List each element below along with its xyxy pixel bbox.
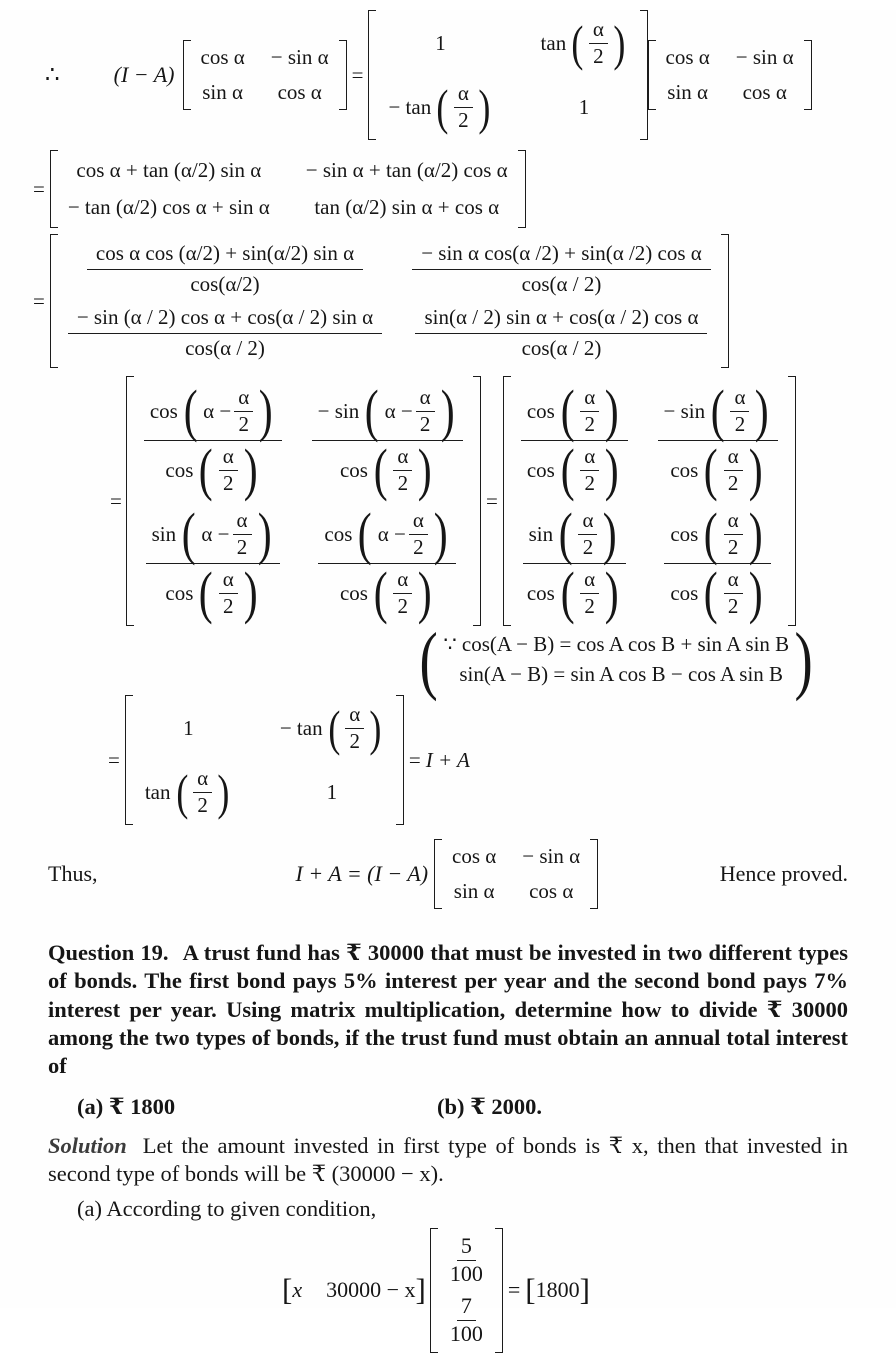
fraction-numerator: α: [193, 767, 212, 793]
function-name: cos: [339, 580, 368, 605]
fraction-alpha-2: [578, 509, 597, 559]
matrix-cell-fraction: [446, 1294, 487, 1346]
expr-I-minus-A: (I − A): [113, 62, 175, 88]
matrix-cell: cos α: [665, 45, 710, 70]
equation-line-6: [108, 695, 896, 825]
fraction-numerator: α: [219, 445, 238, 471]
equation-line-2: [33, 150, 896, 228]
question-paragraph: [48, 939, 848, 1080]
fraction-alpha-2: [580, 386, 599, 436]
equals-sign: =: [507, 1277, 521, 1303]
matrix-body: [438, 1228, 495, 1353]
fraction-numerator: α: [219, 568, 238, 594]
question-options: [77, 1094, 896, 1120]
matrix-cell: tan (α/2) sin α + cos α: [314, 195, 500, 220]
fraction-numerator: sin(α / 2) sin α + cos(α / 2) cos α: [415, 306, 707, 334]
column-matrix: [430, 1228, 503, 1353]
matrix-cell: 1: [578, 94, 590, 119]
fraction-numerator: cos ( α − $\frac{\alpha}{2}$ ): [318, 507, 456, 564]
bracket-right: ]: [415, 1272, 426, 1308]
function-name: cos: [670, 457, 699, 482]
argument: [203, 386, 253, 436]
fraction-denominator: cos(α/2): [190, 271, 260, 296]
matrix-cell-fraction: [68, 306, 382, 360]
fraction-alpha-2: [234, 386, 253, 436]
option-a: (a) ₹ 1800: [77, 1093, 176, 1119]
hence-proved-label: Hence proved.: [719, 861, 848, 887]
matrix-cell-neg-tan: − tan ( $\frac{\alpha}{2}$ ): [279, 700, 382, 757]
bracket-left: [434, 839, 442, 909]
fraction-denominator: cos(α / 2): [521, 335, 602, 360]
fraction-numerator: α: [454, 82, 473, 108]
function-name: cos: [526, 457, 555, 482]
matrix-cell: 1: [435, 30, 446, 55]
fraction-alpha-2: [580, 445, 599, 495]
matrix-rotation-1: [183, 40, 347, 110]
matrix-cell: cos α: [529, 879, 574, 904]
bracket-right: [640, 10, 648, 140]
matrix-cell: 1: [326, 779, 338, 804]
matrix-cell: − sin α: [522, 844, 581, 869]
fraction-numerator: α: [578, 509, 597, 535]
argument: [378, 509, 428, 559]
fraction-alpha-2: [219, 445, 238, 495]
fraction-numerator: 5: [457, 1234, 476, 1261]
fraction-alpha-2: [345, 703, 364, 753]
fraction-denominator: 2: [238, 411, 250, 436]
fraction-numerator: − sin (α / 2) cos α + cos(α / 2) sin α: [68, 306, 382, 334]
fraction-numerator: α: [580, 386, 599, 412]
fraction-denominator: 2: [458, 107, 469, 132]
function-name: cos: [526, 580, 555, 605]
fraction-numerator: α: [393, 568, 412, 594]
alpha-minus: α −: [201, 521, 230, 546]
matrix-cell-fraction: [318, 501, 456, 626]
bracket-right: [339, 40, 347, 110]
matrix-cell: − sin α: [735, 45, 794, 70]
fraction-denominator: cos ( $\frac{\alpha}{2}$ ): [165, 437, 258, 503]
bracket-left: [368, 10, 376, 140]
matrix-body: [191, 40, 339, 110]
bracket-left: [50, 150, 58, 228]
matrix-rotation-3: [434, 839, 598, 909]
fraction-denominator: cos ( $\frac{\alpha}{2}$ ): [165, 560, 258, 626]
fraction-numerator: α: [234, 386, 253, 412]
bracket-left: [126, 376, 134, 626]
matrix-cell-fraction: [412, 242, 711, 296]
fraction-denominator: 2: [582, 534, 594, 559]
matrix-cell-tan: tan ( $\frac{\alpha}{2}$ ): [144, 764, 230, 821]
equals-sign: =: [486, 488, 498, 513]
fraction-denominator: 2: [727, 534, 739, 559]
matrix-cell-x: x: [292, 1277, 303, 1303]
matrix-body: [511, 376, 788, 626]
expr-I-plus-A: I + A: [425, 747, 470, 772]
fraction-numerator: α: [724, 568, 743, 594]
fraction-denominator: 2: [397, 470, 409, 495]
bracket-right: [804, 40, 812, 110]
alpha-minus: α −: [377, 521, 406, 546]
matrix-cell: sin α: [202, 80, 244, 105]
fraction-numerator: sin ( $\frac{\alpha}{2}$ ): [523, 507, 626, 564]
bracket-left: [648, 40, 656, 110]
fraction-alpha-2: [589, 18, 608, 68]
argument: [385, 386, 435, 436]
fraction-denominator: cos ( $\frac{\alpha}{2}$ ): [526, 437, 619, 503]
fraction-denominator: cos ( $\frac{\alpha}{2}$ ): [670, 560, 763, 626]
matrix-cell: cos α: [742, 80, 787, 105]
equation-line-1: [45, 10, 896, 140]
function-name: cos: [165, 580, 194, 605]
function-name: − tan: [279, 715, 323, 740]
matrix-body: [58, 234, 721, 368]
solution-label: Solution: [48, 1132, 127, 1158]
conclusion-line: [48, 839, 848, 909]
fraction-alpha-2: [416, 386, 435, 436]
bracket-left: [125, 695, 133, 825]
matrix-expanded: [50, 150, 526, 228]
matrix-body: [134, 376, 473, 626]
fraction-numerator: α: [345, 703, 364, 729]
matrix-body: [442, 839, 590, 909]
matrix-cell-tan: tan ( $\frac{\alpha}{2}$ ): [540, 15, 626, 72]
equals-sign: =: [110, 488, 122, 513]
fraction-denominator: 2: [584, 593, 595, 618]
fraction-denominator: 2: [349, 728, 360, 753]
matrix-body: [376, 10, 639, 140]
matrix-cell-fraction: [146, 501, 280, 626]
fraction-denominator: 2: [584, 470, 595, 495]
fraction-alpha-2: [724, 568, 743, 618]
equals-sign: =: [408, 747, 421, 772]
fraction-denominator: cos ( $\frac{\alpha}{2}$ ): [339, 560, 432, 626]
note-line-1: ∵ cos(A − B) = cos A cos B + sin A sin B: [443, 632, 790, 657]
fraction-alpha-2: [393, 568, 412, 618]
function-name: tan: [144, 779, 171, 804]
fraction-denominator: 2: [584, 411, 595, 436]
fraction-denominator: 2: [727, 593, 739, 618]
bracket-left: [50, 234, 58, 368]
option-b: (b) ₹ 2000.: [437, 1093, 543, 1119]
fraction-numerator: α: [730, 386, 749, 412]
fraction-alpha-2: [233, 509, 252, 559]
matrix-cell: cos α + tan (α/2) sin α: [76, 158, 262, 183]
conclusion-equation: [296, 839, 599, 909]
matrix-rotation-2: [648, 40, 812, 110]
matrix-body: [58, 150, 518, 228]
fraction-denominator: 100: [449, 1321, 483, 1347]
equation-line-3: [33, 234, 896, 368]
matrix-cell: sin α: [667, 80, 709, 105]
fraction-denominator: 2: [222, 593, 234, 618]
note-line-2: sin(A − B) = sin A cos B − cos A sin B: [459, 662, 784, 687]
fraction-denominator: 2: [734, 411, 746, 436]
matrix-halfangle-b: [503, 376, 796, 626]
matrix-cell: − sin α: [270, 45, 329, 70]
function-name: sin: [528, 521, 554, 546]
fraction-numerator: α: [580, 568, 599, 594]
result-matrix: [525, 1272, 590, 1308]
result-value: 1800: [535, 1277, 580, 1303]
solution-paragraph: [48, 1132, 848, 1188]
fraction-alpha-2: [219, 568, 238, 618]
fraction-denominator: 2: [727, 470, 739, 495]
fraction-alpha-2: [454, 82, 473, 132]
fraction-numerator: α: [580, 445, 599, 471]
bracket-right: [518, 150, 526, 228]
fraction-numerator: cos ( $\frac{\alpha}{2}$ ): [664, 507, 771, 564]
function-name: − sin: [317, 398, 360, 423]
bracket-right: [473, 376, 481, 626]
fraction-numerator: 7: [457, 1294, 476, 1321]
matrix-cell: sin α: [453, 879, 495, 904]
fraction-denominator: 2: [413, 534, 424, 559]
alpha-minus: α −: [384, 398, 413, 423]
matrix-fractions: [50, 234, 729, 368]
fraction-denominator: 2: [593, 43, 604, 68]
equation-line-4: [110, 376, 896, 626]
solution-item-a: (a) According to given condition,: [77, 1196, 377, 1222]
fraction-alpha-2: [393, 445, 412, 495]
matrix-cell-fraction: [312, 378, 463, 503]
fraction-denominator: 2: [236, 534, 248, 559]
bracket-left: [430, 1228, 438, 1353]
fraction-denominator: cos ( $\frac{\alpha}{2}$ ): [339, 437, 432, 503]
solution-text: Let the amount invested in first type of bonds is ₹ x, then that invested in second type of bonds will be ₹ (30000 − x).: [48, 1132, 848, 1187]
fraction-numerator: sin ( α − $\frac{\alpha}{2}$ ): [146, 507, 280, 564]
matrix-cell-fraction: [521, 378, 628, 503]
equals-sign: =: [351, 62, 364, 87]
question-label: Question 19.: [48, 940, 169, 966]
matrix-cell: 1: [183, 715, 194, 740]
bracket-right: [495, 1228, 503, 1353]
bracket-left: [183, 40, 191, 110]
matrix-cell-fraction: [658, 378, 778, 503]
fraction-numerator: cos α cos (α/2) + sin(α/2) sin α: [87, 242, 363, 270]
matrix-I-plus-A-form: [125, 695, 404, 825]
alpha-minus: α −: [203, 398, 232, 423]
argument: [201, 509, 251, 559]
fraction-denominator: 2: [419, 411, 431, 436]
note-body: [443, 632, 789, 687]
function-name: cos: [670, 580, 699, 605]
bracket-left: [503, 376, 511, 626]
fraction-numerator: cos ( α − $\frac{\alpha}{2}$ ): [144, 384, 282, 441]
fraction-numerator: α: [589, 18, 608, 44]
matrix-halfangle-a: [126, 376, 481, 626]
equals-sign: =: [108, 747, 120, 772]
matrix-cell: − tan (α/2) cos α + sin α: [67, 195, 270, 220]
fraction-numerator: − sin α cos(α /2) + sin(α /2) cos α: [412, 242, 711, 270]
fraction-denominator: 2: [397, 593, 409, 618]
fraction-alpha-2: [730, 386, 749, 436]
fraction-numerator: α: [393, 445, 412, 471]
matrix-cell-fraction: [446, 1234, 487, 1286]
fraction-alpha-2: [724, 445, 743, 495]
function-name: cos: [165, 457, 194, 482]
matrix-cell-fraction: [415, 306, 707, 360]
textbook-page: [0, 10, 896, 1347]
bracket-right: [396, 695, 404, 825]
matrix-body: [133, 695, 396, 825]
solution-equation: [282, 1228, 896, 1353]
matrix-cell: cos α: [277, 80, 322, 105]
fraction-numerator: cos ( $\frac{\alpha}{2}$ ): [521, 384, 628, 441]
fraction-numerator: α: [409, 509, 428, 535]
bracket-left: [: [525, 1272, 536, 1308]
equals-sign: =: [33, 176, 45, 201]
matrix-cell-30000-minus-x: 30000 − x: [326, 1277, 416, 1303]
matrix-cell: cos α: [452, 844, 497, 869]
bracket-left: [: [282, 1272, 293, 1308]
matrix-cell: − sin α + tan (α/2) cos α: [305, 158, 508, 183]
fraction-denominator: cos(α / 2): [185, 335, 265, 360]
bracket-right: [590, 839, 598, 909]
question-text: A trust fund has ₹ 30000 that must be invested in two different types of bonds. The first bond pays 5% interest per year and the second bond pays 7% interest per year. Using matrix multiplication, determine how to divide ₹ 30000 among the two types of bonds, if the trust fund must obtain an annual total interest of: [48, 940, 848, 1078]
fraction-numerator: − sin ( α − $\frac{\alpha}{2}$ ): [312, 384, 463, 441]
row-matrix: [282, 1272, 426, 1308]
function-name: cos: [339, 457, 368, 482]
expr-lhs: I + A = (I − A): [295, 861, 429, 887]
matrix-cell-neg-tan: − tan ( $\frac{\alpha}{2}$ ): [388, 79, 491, 136]
matrix-cell-fraction: [523, 501, 626, 626]
matrix-cell-fraction: [664, 501, 771, 626]
fraction-denominator: 2: [197, 792, 208, 817]
fraction-alpha-2: [409, 509, 428, 559]
matrix-cell-fraction: [87, 242, 363, 296]
fraction-alpha-2: [580, 568, 599, 618]
fraction-numerator: α: [416, 386, 435, 412]
function-name: cos: [324, 521, 353, 546]
fraction-numerator: α: [724, 445, 743, 471]
fraction-denominator: cos ( $\frac{\alpha}{2}$ ): [670, 437, 763, 503]
therefore-symbol: ∴: [45, 62, 60, 88]
fraction-denominator: cos ( $\frac{\alpha}{2}$ ): [526, 560, 619, 626]
equals-sign: =: [33, 288, 45, 313]
thus-label: Thus,: [48, 861, 98, 887]
function-name: − tan: [388, 94, 432, 119]
function-name: tan: [540, 30, 567, 55]
fraction-alpha-2: [724, 509, 743, 559]
fraction-denominator: 2: [222, 470, 234, 495]
fraction-numerator: α: [724, 509, 743, 535]
identity-note: ( ∵ cos(A − B) = cos A cos B + sin A sin B sin(A − B) = sin A cos B − cos A sin B ): [419, 617, 813, 702]
bracket-right: [721, 234, 729, 368]
fraction-numerator: α: [233, 509, 252, 535]
function-name: sin: [151, 521, 177, 546]
matrix-tan-halfangle: [368, 10, 647, 140]
function-name: cos: [526, 398, 555, 423]
matrix-cell-fraction: [144, 378, 282, 503]
bracket-right: ]: [579, 1272, 590, 1308]
matrix-cell: cos α: [200, 45, 245, 70]
fraction-alpha-2: [193, 767, 212, 817]
function-name: cos: [149, 398, 178, 423]
bracket-right: [788, 376, 796, 626]
function-name: − sin: [663, 398, 706, 423]
fraction-numerator: − sin ( $\frac{\alpha}{2}$ ): [658, 384, 778, 441]
function-name: cos: [670, 521, 699, 546]
matrix-body: [656, 40, 804, 110]
fraction-denominator: cos(α / 2): [521, 271, 602, 296]
fraction-denominator: 100: [449, 1260, 483, 1286]
